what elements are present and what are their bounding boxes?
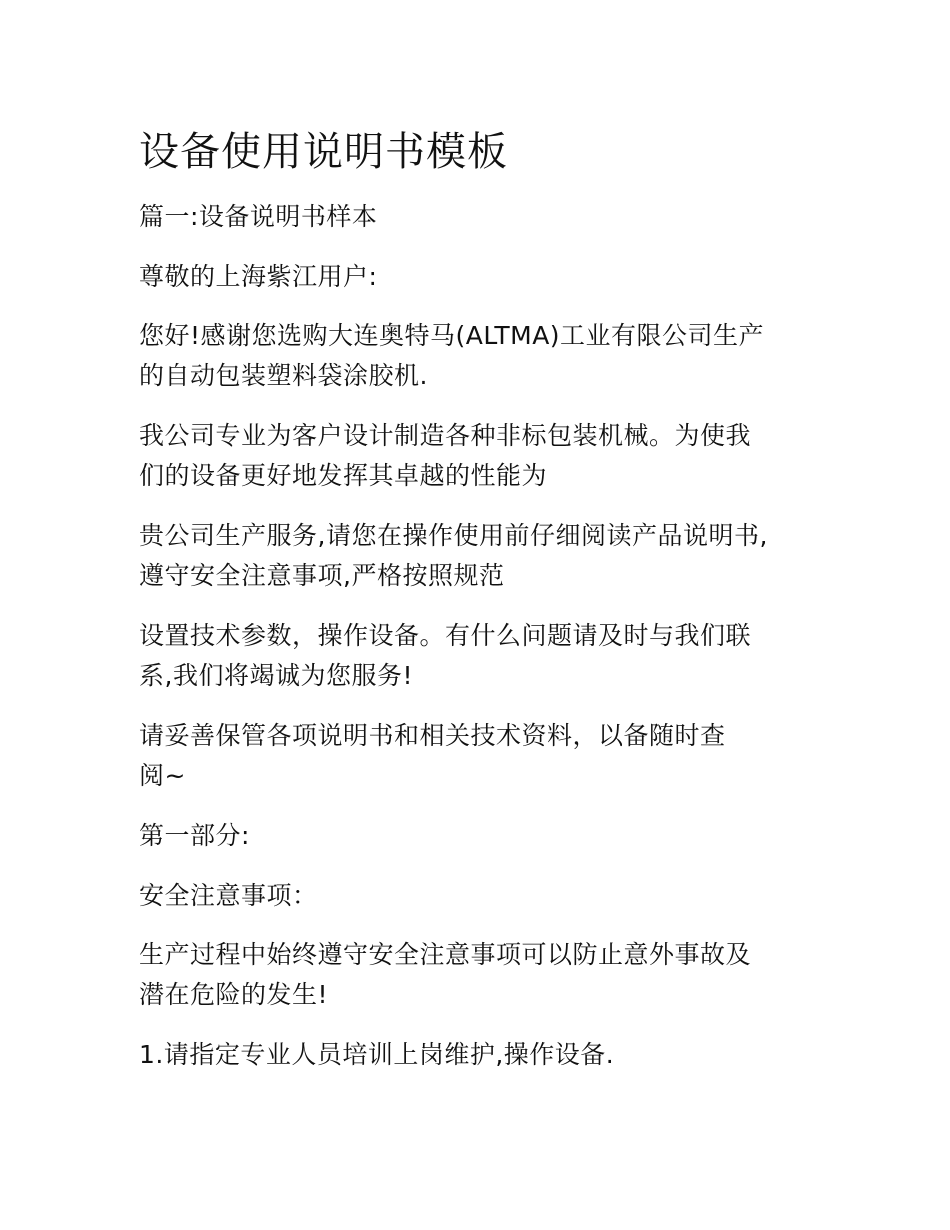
- text-line: 贵公司生产服务,请您在操作使用前仔细阅读产品说明书,: [139, 521, 768, 550]
- text-line: 我公司专业为客户设计制造各种非标包装机械。为使我: [139, 421, 752, 450]
- text-line: 系,我们将竭诚为您服务!: [139, 661, 413, 690]
- text-line: 的自动包装塑料袋涂胶机.: [139, 361, 428, 390]
- paragraph-parameters: [139, 616, 819, 696]
- text-line: 尊敬的上海紫江用户:: [139, 262, 378, 291]
- text-line: 第一部分:: [139, 821, 250, 850]
- list-item-1: [139, 1035, 819, 1075]
- text-line: 您好!感谢您选购大连奥特马(ALTMA)工业有限公司生产: [139, 321, 765, 350]
- paragraph-read-manual: [139, 516, 819, 596]
- paragraph-company-intro: [139, 416, 819, 496]
- text-line: 篇一:设备说明书样本: [139, 202, 378, 231]
- paragraph-safety-intro: [139, 935, 819, 1015]
- paragraph-keep-docs: [139, 716, 819, 796]
- section-heading-part-1: [139, 816, 819, 856]
- text-line: 们的设备更好地发挥其卓越的性能为: [139, 461, 548, 490]
- text-line: 请妥善保管各项说明书和相关技术资料，以备随时查: [139, 721, 726, 750]
- text-line: 遵守安全注意事项,严格按照规范: [139, 561, 505, 590]
- document-title: 设备使用说明书模板: [139, 129, 508, 175]
- section-heading-part-one: [139, 197, 819, 237]
- text-line: 1.请指定专业人员培训上岗维护,操作设备.: [139, 1040, 615, 1069]
- paragraph-greeting: [139, 316, 819, 396]
- text-line: 阅~: [139, 761, 186, 790]
- text-line: 潜在危险的发生!: [139, 980, 329, 1009]
- salutation: [139, 257, 819, 297]
- text-line: 安全注意事项：: [139, 881, 318, 910]
- text-line: 设置技术参数，操作设备。有什么问题请及时与我们联: [139, 621, 752, 650]
- section-heading-safety: [139, 876, 819, 916]
- text-line: 生产过程中始终遵守安全注意事项可以防止意外事故及: [139, 940, 752, 969]
